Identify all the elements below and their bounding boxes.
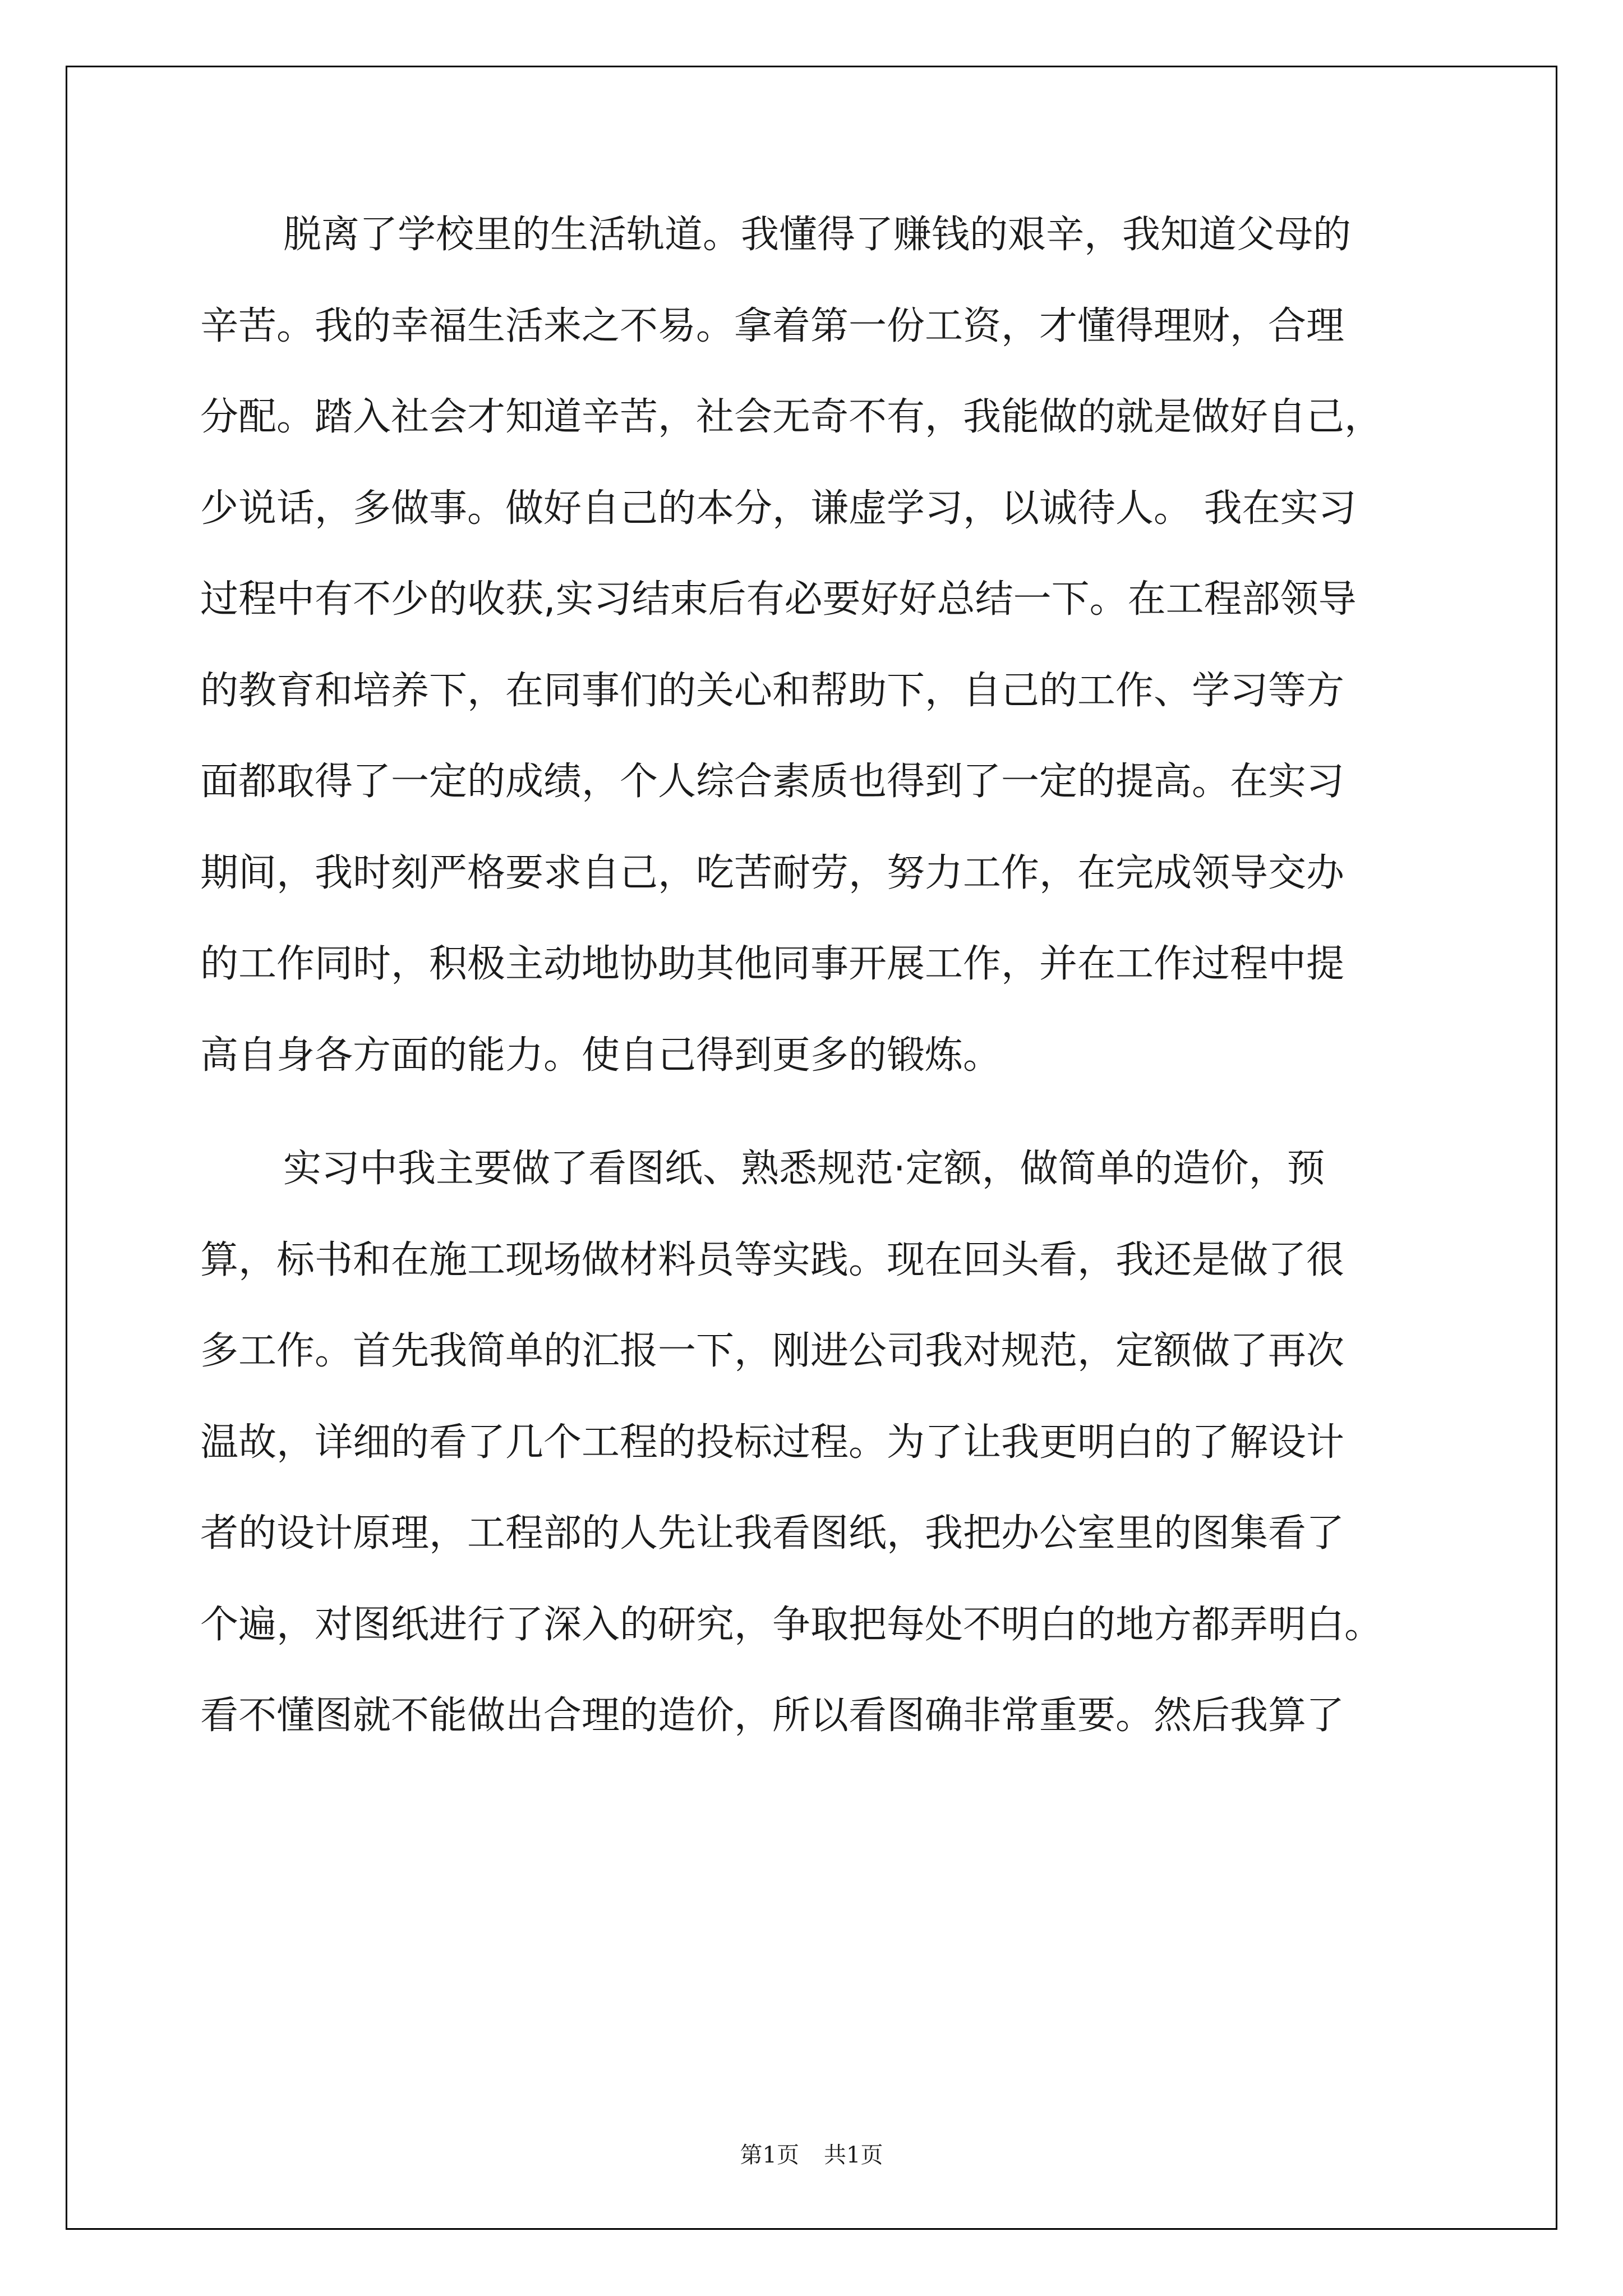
text-line: 的工作同时，积极主动地协助其他同事开展工作，并在工作过程中提 <box>200 942 1345 986</box>
text-line: 的教育和培养下，在同事们的关心和帮助下，自己的工作、学习等方 <box>200 668 1345 713</box>
text-line: 多工作。首先我简单的汇报一下，刚进公司我对规范，定额做了再次 <box>200 1329 1345 1373</box>
text-line: 温故，详细的看了几个工程的投标过程。为了让我更明白的了解设计 <box>200 1420 1345 1465</box>
text-line: 期间，我时刻严格要求自己，吃苦耐劳，努力工作，在完成领导交办 <box>200 850 1345 895</box>
text-line: 个遍，对图纸进行了深入的研究，争取把每处不明白的地方都弄明白。 <box>200 1602 1383 1647</box>
text-line: 高自身各方面的能力。使自己得到更多的锻炼。 <box>200 1033 1002 1078</box>
text-line: 算，标书和在施工现场做材料员等实践。现在回头看，我还是做了很 <box>200 1237 1345 1282</box>
page-number: 第1页 <box>740 2142 799 2168</box>
text-line: 少说话，多做事。做好自己的本分，谦虚学习，以诚待人。 我在实习 <box>200 486 1357 531</box>
text-line: 面都取得了一定的成绩，个人综合素质也得到了一定的提高。在实习 <box>200 760 1345 804</box>
document-body <box>200 213 1428 1788</box>
text-line: 脱离了学校里的生活轨道。我懂得了赚钱的艰辛，我知道父母的 <box>283 213 1352 257</box>
text-line: 辛苦。我的幸福生活来之不易。拿着第一份工资，才懂得理财，合理 <box>200 303 1345 348</box>
text-line: 者的设计原理，工程部的人先让我看图纸，我把办公室里的图集看了 <box>200 1511 1345 1556</box>
text-line: 实习中我主要做了看图纸、熟悉规范·定额，做简单的造价，预 <box>283 1147 1325 1191</box>
text-line: 过程中有不少的收获,实习结束后有必要好好总结一下。在工程部领导 <box>200 577 1357 622</box>
text-line: 看不懂图就不能做出合理的造价，所以看图确非常重要。然后我算了 <box>200 1694 1345 1738</box>
text-line: 分配。踏入社会才知道辛苦，社会无奇不有，我能做的就是做好自己， <box>200 395 1383 439</box>
page-footer <box>0 2137 1623 2169</box>
page-total: 共1页 <box>824 2142 883 2168</box>
